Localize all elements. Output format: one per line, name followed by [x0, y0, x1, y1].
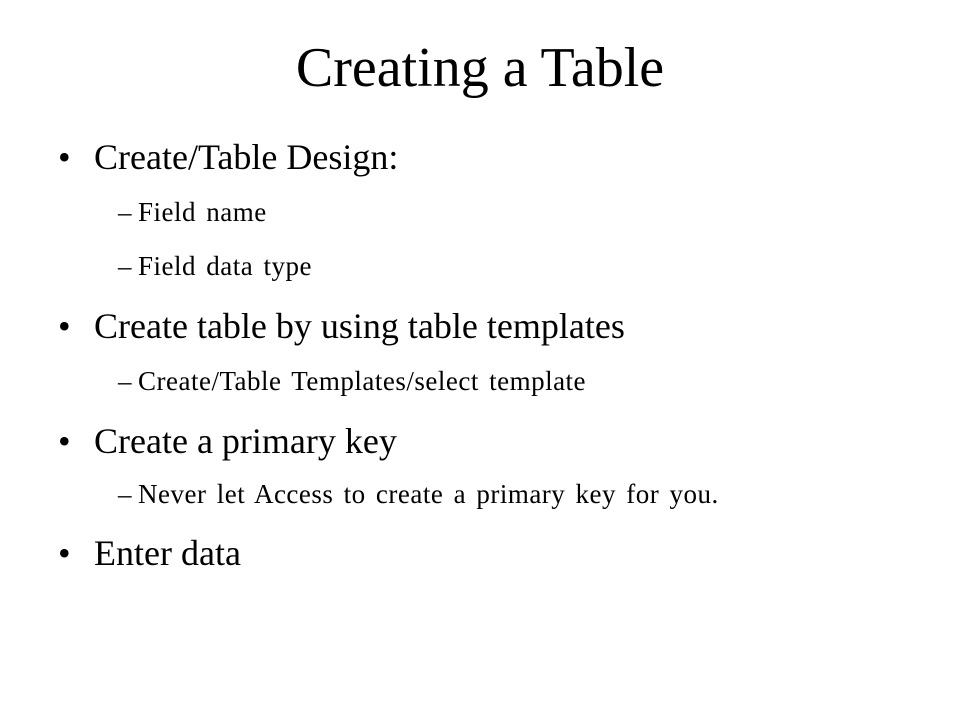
bullet-text: Enter data: [94, 533, 241, 573]
sub-bullet-text: Never let Access to create a primary key for you.: [138, 479, 719, 509]
bullet-marker: •: [58, 306, 71, 346]
sub-bullet-marker: –: [118, 197, 132, 227]
bullet-list: [58, 0, 938, 720]
sub-bullet-marker: –: [118, 251, 132, 281]
bullet-marker: •: [58, 137, 71, 177]
bullet-marker: •: [58, 421, 71, 461]
sub-bullet-text: Field data type: [138, 251, 312, 281]
sub-bullet-marker: –: [118, 366, 132, 396]
slide-title: Creating a Table: [295, 37, 665, 99]
sub-bullet-text: Create/Table Templates/select template: [138, 366, 587, 396]
bullet-text: Create table by using table templates: [94, 306, 625, 346]
bullet-text: Create a primary key: [94, 421, 397, 461]
sub-bullet-text: Field name: [138, 197, 267, 227]
bullet-text: Create/Table Design:: [94, 137, 399, 177]
sub-bullet-marker: –: [118, 479, 132, 509]
bullet-marker: •: [58, 533, 71, 573]
